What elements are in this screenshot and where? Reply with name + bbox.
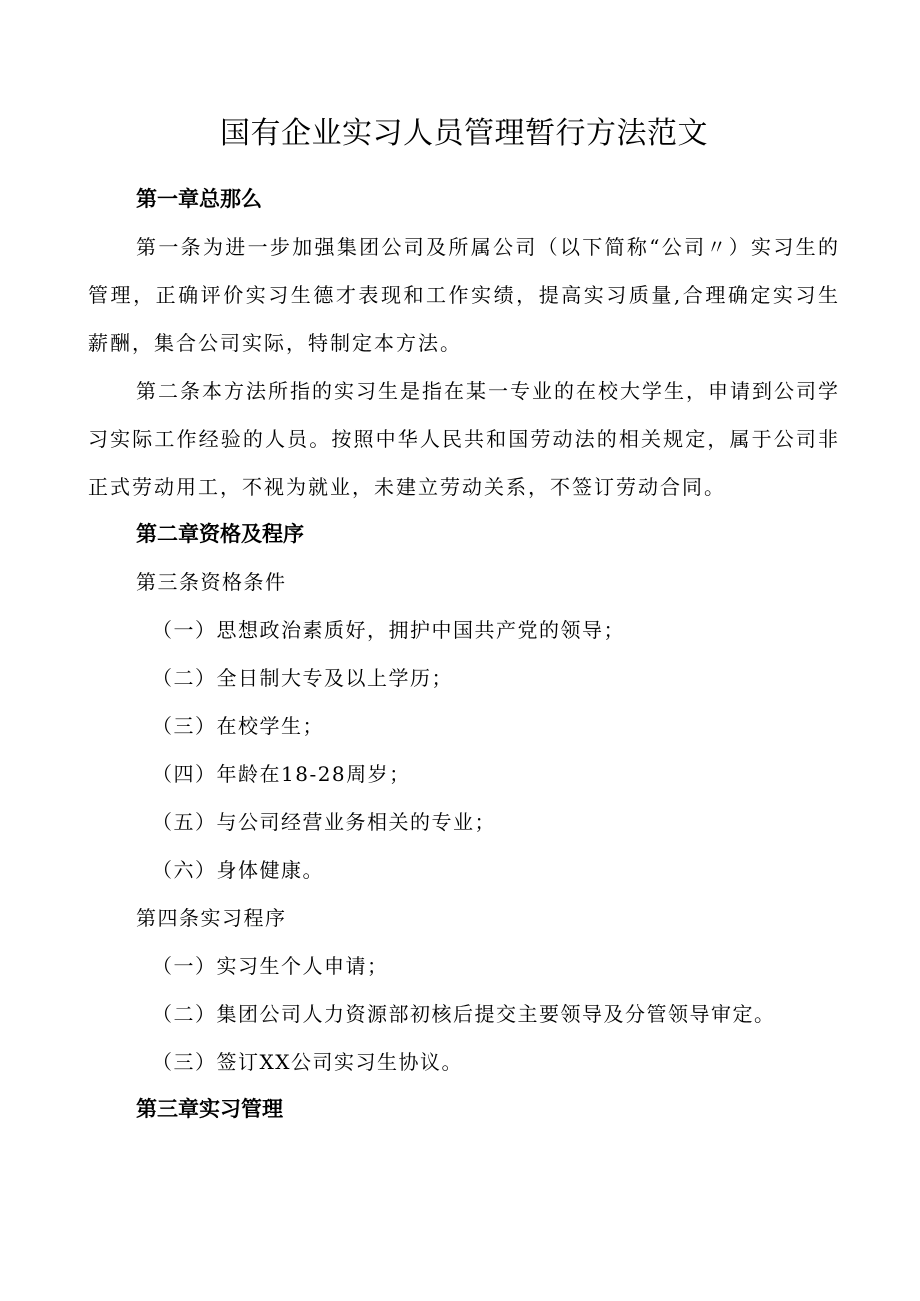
chapter-3-heading: 第三章实习管理 (136, 1097, 283, 1121)
list-item: （二）全日制大专及以上学历； (152, 666, 453, 690)
list-item: （三）在校学生； (152, 714, 324, 738)
list-item: （六）身体健康。 (152, 858, 324, 882)
article-3-heading: 第三条资格条件 (136, 570, 287, 594)
document-title: 国有企业实习人员管理暂行方法范文 (220, 116, 708, 151)
list-item: （五）与公司经营业务相关的专业； (152, 810, 496, 834)
article-1-paragraph: 第一条为进一步加强集团公司及所属公司（以下简称“公司〃）实习生的管理，正确评价实习生德才表现和工作实绩，提高实习质量,合理确定实习生薪酬，集合公司实际，特制定本方法。 (88, 235, 840, 355)
chapter-1-heading: 第一章总那么 (136, 187, 262, 211)
chapter-2-heading: 第二章资格及程序 (136, 522, 304, 546)
article-2-paragraph: 第二条本方法所指的实习生是指在某一专业的在校大学生，申请到公司学习实际工作经验的人员。按照中华人民共和国劳动法的相关规定，属于公司非正式劳动用工，不视为就业，未建立劳动关系，不签订劳动合同。 (88, 379, 840, 499)
article-4-heading: 第四条实习程序 (136, 906, 287, 930)
list-item: （四）年龄在18-28周岁； (152, 762, 411, 786)
list-item: （一）思想政治素质好，拥护中国共产党的领导； (152, 618, 625, 642)
list-item: （一）实习生个人申请； (152, 954, 389, 978)
list-item: （二）集团公司人力资源部初核后提交主要领导及分管领导审定。 (152, 1002, 776, 1026)
list-item: （三）签订XX公司实习生协议。 (152, 1050, 463, 1074)
